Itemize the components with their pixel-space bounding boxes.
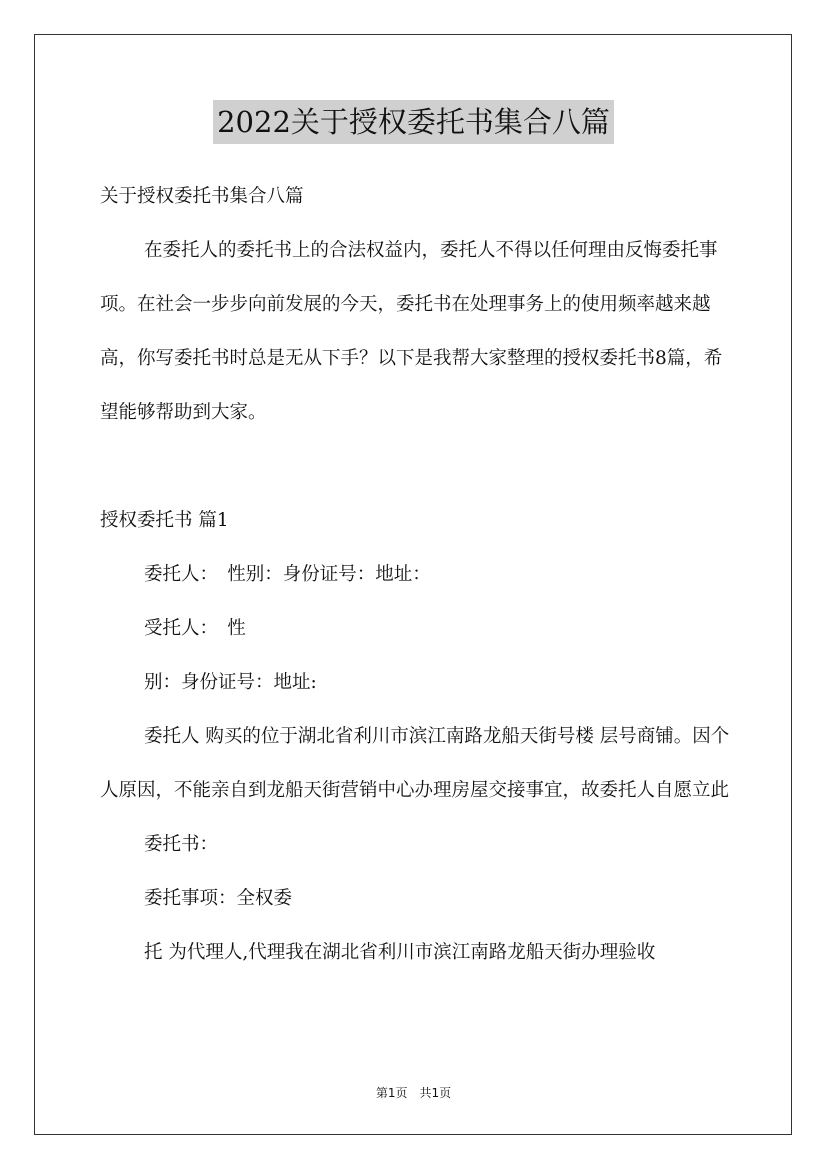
authorization-paragraph: 托 为代理人,代理我在湖北省利川市滨江南路龙船天街办理验收 — [144, 942, 656, 963]
subtitle-paragraph: 关于授权委托书集合八篇 — [100, 186, 304, 207]
intro-paragraph: 在委托人的委托书上的合法权益内，委托人不得以任何理由反悔委托事项。在社会一步步向前发展的今天，委托书在处理事务上的使用频率越来越高，你写委托书时总是无从下手？以下是我帮大家整理的授权委托书8篇，希望能够帮助到大家。 — [100, 240, 723, 423]
title-container — [0, 100, 827, 144]
section-heading: 授权委托书 篇1 — [100, 510, 229, 531]
matter-line: 委托事项：全权委 — [144, 888, 293, 909]
agent-info-continued: 别：身份证号：地址: — [144, 672, 317, 693]
letter-label: 委托书： — [144, 834, 219, 855]
agent-info-line: 受托人： 性 — [144, 618, 246, 639]
document-body — [100, 170, 730, 980]
page-footer: 第1页 共1页 — [375, 1086, 452, 1100]
purchase-paragraph: 委托人 购买的位于湖北省利川市滨江南路龙船天街号楼 层号商铺。因个人原因，不能亲自到龙船天街营销中心办理房屋交接事宜，故委托人自愿立此 — [100, 726, 730, 801]
document-title: 2022关于授权委托书集合八篇 — [213, 100, 614, 144]
paragraph-gap — [100, 440, 730, 494]
principal-info-line: 委托人： 性别：身份证号：地址： — [144, 564, 431, 585]
